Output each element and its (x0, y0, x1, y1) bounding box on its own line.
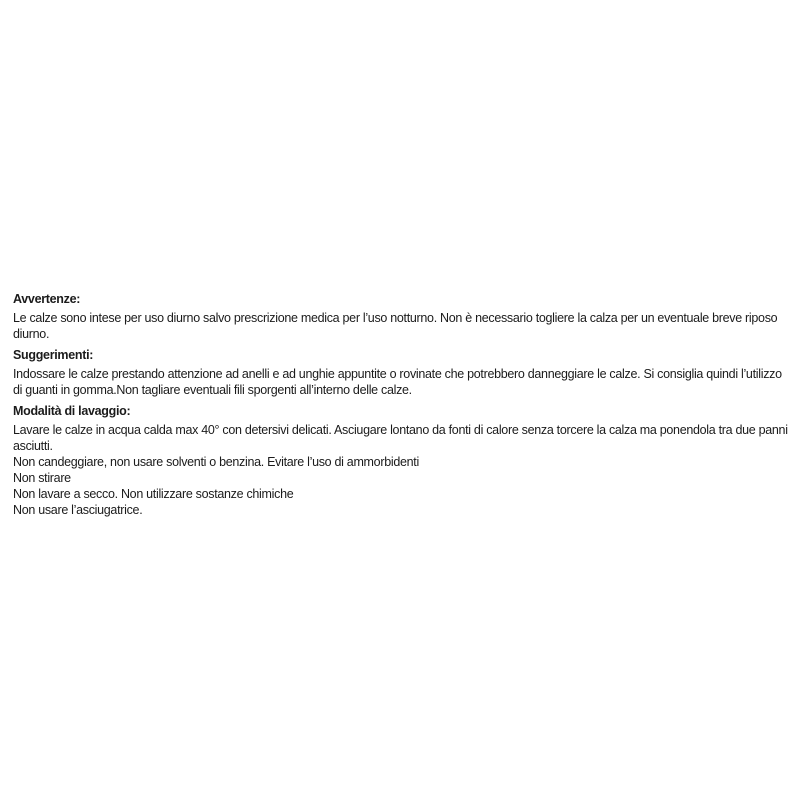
section-avvertenze (13, 291, 793, 342)
paragraph: Non stirare (13, 471, 71, 485)
section-heading-avvertenze: Avvertenze: (13, 292, 81, 306)
paragraph: Indossare le calze prestando attenzione ad anelli e ad unghie appuntite o rovinate che potrebbero danneggiare le calze. Si consiglia quindi l’utilizzo di guanti in gomma.Non tagliare eventuali fili sporgenti all’interno delle calze. (13, 367, 782, 397)
document-content (13, 291, 793, 518)
paragraph: Non lavare a secco. Non utilizzare sostanze chimiche (13, 487, 294, 501)
paragraph: Le calze sono intese per uso diurno salvo prescrizione medica per l’uso notturno. Non è necessario togliere la calza per un eventuale breve riposo diurno. (13, 311, 778, 341)
section-heading-modalita-di-lavaggio: Modalità di lavaggio: (13, 404, 131, 418)
paragraph: Non candeggiare, non usare solventi o benzina. Evitare l’uso di ammorbidenti (13, 455, 419, 469)
section-suggerimenti (13, 347, 793, 398)
paragraph: Non usare l’asciugatrice. (13, 503, 143, 517)
paragraph: Lavare le calze in acqua calda max 40° con detersivi delicati. Asciugare lontano da fonti di calore senza torcere la calza ma ponendola tra due panni asciutti. (13, 423, 788, 453)
section-heading-suggerimenti: Suggerimenti: (13, 348, 94, 362)
section-modalita-di-lavaggio (13, 403, 793, 518)
